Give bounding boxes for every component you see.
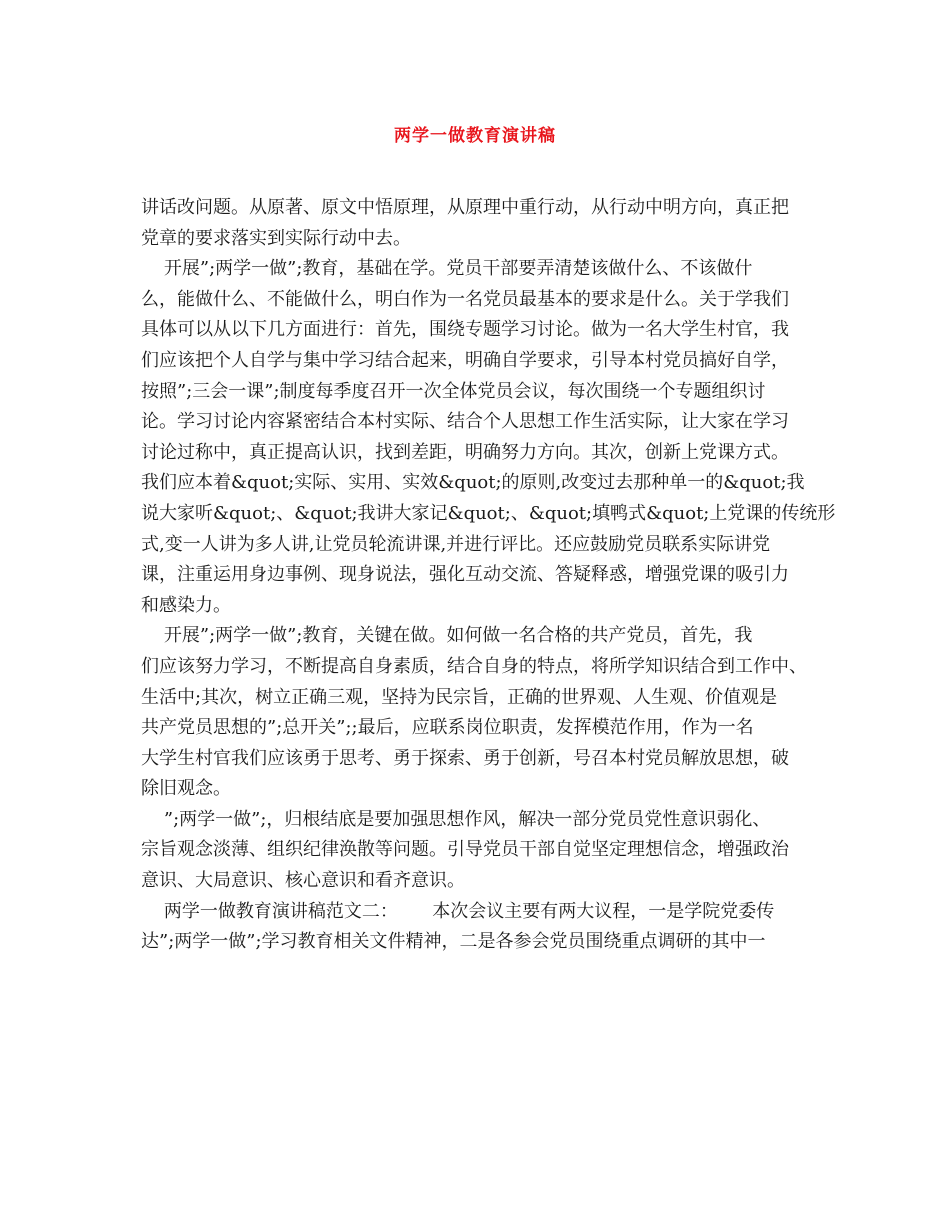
text-line: 论。学习讨论内容紧密结合本村实际、结合个人思想工作生活实际，让大家在学习 [141,411,789,433]
text-line: 意识、大局意识、核心意识和看齐意识。 [141,870,465,892]
text-line: 达”;两学一做”;学习教育相关文件精神，二是各参会党员围绕重点调研的其中一 [141,931,766,953]
text-line: 讨论过称中，真正提高认识，找到差距，明确努力方向。其次，创新上党课方式。 [141,441,789,463]
text-line: 两学一做教育演讲稿范文二： 本次会议主要有两大议程，一是学院党委传 [141,900,775,922]
document-title: 两学一做教育演讲稿 [394,126,556,146]
document-body [141,193,836,958]
text-line: 和感染力。 [141,594,231,616]
text-line: 生活中;其次，树立正确三观，坚持为民宗旨，正确的世界观、人生观、价值观是 [141,686,778,708]
text-line: 宗旨观念淡薄、组织纪律涣散等问题。引导党员干部自觉坚定理想信念，增强政治 [141,839,789,861]
text-line: 么，能做什么、不能做什么，明白作为一名党员最基本的要求是什么。关于学我们 [141,288,789,310]
text-line: 党章的要求落实到实际行动中去。 [141,227,411,249]
text-line: 们应该把个人自学与集中学习结合起来，明确自学要求，引导本村党员搞好自学， [141,349,789,371]
text-line: ”;两学一做”;，归根结底是要加强思想作风，解决一部分党员党性意识弱化、 [141,808,771,830]
text-line: 们应该努力学习，不断提高自身素质，结合自身的特点，将所学知识结合到工作中、 [141,655,807,677]
text-line: 课，注重运用身边事例、现身说法，强化互动交流、答疑释惑，增强党课的吸引力 [141,564,789,586]
text-line: 开展”;两学一做”;教育，基础在学。党员干部要弄清楚该做什么、不该做什 [141,258,753,280]
text-line: 式,变一人讲为多人讲,让党员轮流讲课,并进行评比。还应鼓励党员联系实际讲党 [141,533,771,555]
text-line: 按照”;三会一课”;制度每季度召开一次全体党员会议，每次围绕一个专题组织讨 [141,380,766,402]
text-line: 大学生村官我们应该勇于思考、勇于探索、勇于创新，号召本村党员解放思想，破 [141,747,789,769]
text-line: 开展”;两学一做”;教育，关键在做。如何做一名合格的共产党员，首先，我 [141,625,753,647]
text-line: 我们应本着&quot;实际、实用、实效&quot;的原则,改变过去那种单一的&quot;我 [141,472,805,494]
text-line: 讲话改问题。从原著、原文中悟原理，从原理中重行动，从行动中明方向，真正把 [141,197,789,218]
text-line: 说大家听&quot;、&quot;我讲大家记&quot;、&quot;填鸭式&quot;上党课的传统形 [141,502,836,524]
text-line: 除旧观念。 [141,778,231,800]
text-line: 共产党员思想的”;总开关”;;最后，应联系岗位职责，发挥模范作用，作为一名 [141,717,754,739]
text-line: 具体可以从以下几方面进行：首先，围绕专题学习讨论。做为一名大学生村官，我 [141,319,789,341]
